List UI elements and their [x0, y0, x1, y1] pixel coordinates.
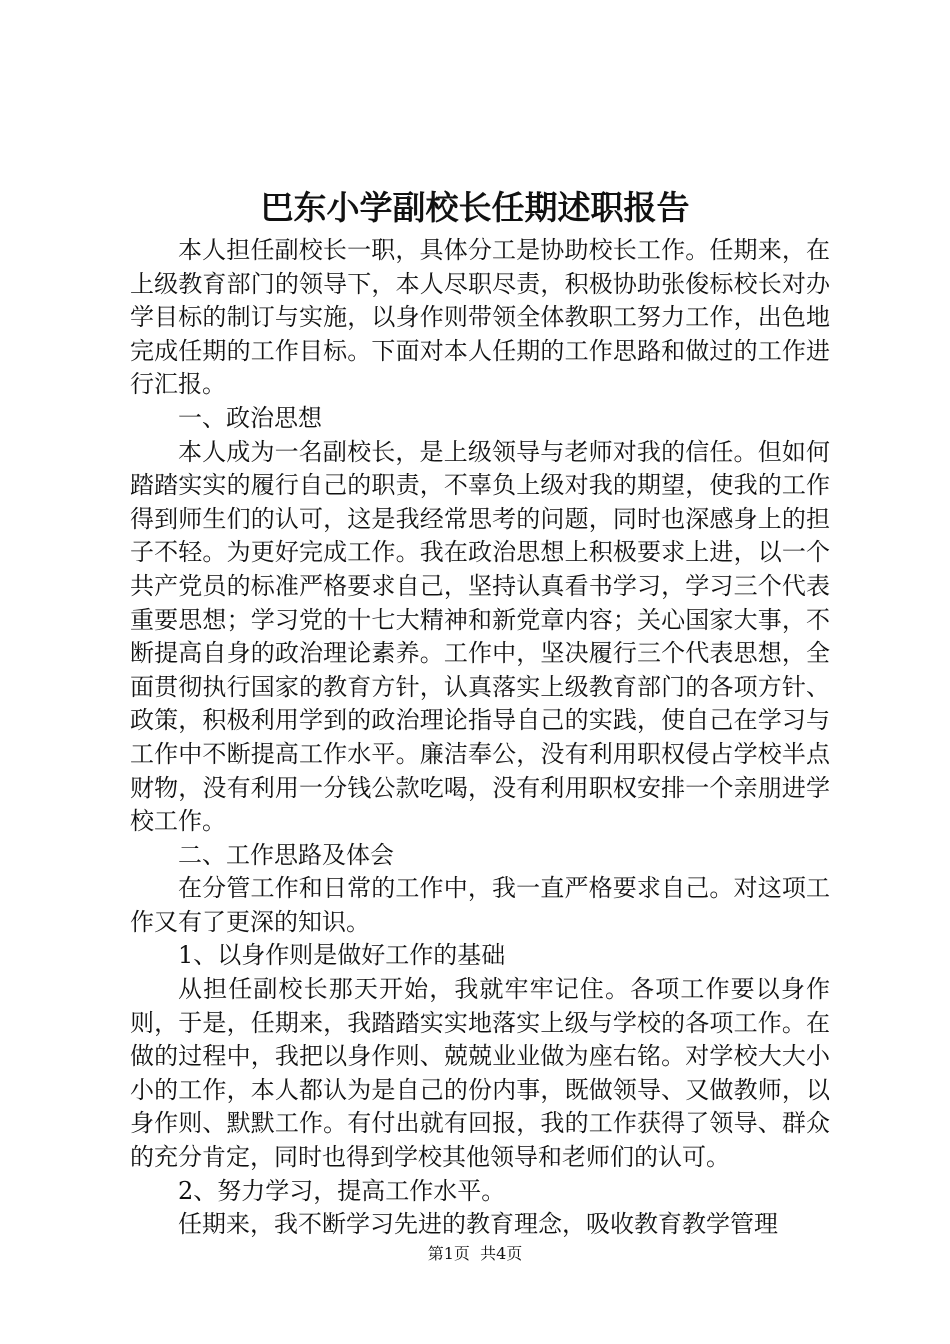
subheading-lead-by-example: 1、以身作则是做好工作的基础: [178, 941, 506, 970]
section-heading-political: 一、政治思想: [178, 403, 322, 432]
paragraph-lead-by-example: 从担任副校长那天开始，我就牢牢记住。各项工作要以身作则，于是，任期来，我踏踏实实地落实上级与学校的各项工作。在做的过程中，我把以身作则、兢兢业业做为座右铭。对学校大大小小的工作，本人都认为是自己的份内事，既做领导、又做教师，以身作则、默默工作。有付出就有回报，我的工作获得了领导、群众的充分肯定，同时也得到学校其他领导和老师们的认可。: [130, 975, 830, 1172]
section-heading-work: 二、工作思路及体会: [178, 840, 394, 869]
paragraph-political: 本人成为一名副校长，是上级领导与老师对我的信任。但如何踏踏实实的履行自己的职责，不辜负上级对我的期望，使我的工作得到师生们的认可，这是我经常思考的问题，同时也深感身上的担子不轻。为更好完成工作。我在政治思想上积极要求上进，以一个共产党员的标准严格要求自己，坚持认真看书学习，学习三个代表重要思想；学习党的十七大精神和新党章内容；关心国家大事，不断提高自身的政治理论素养。工作中，坚决履行三个代表思想，全面贯彻执行国家的教育方针，认真落实上级教育部门的各项方针、政策，积极利用学到的政治理论指导自己的实践，使自己在学习与工作中不断提高工作水平。廉洁奉公，没有利用职权侵占学校半点财物，没有利用一分钱公款吃喝，没有利用职权安排一个亲朋进学校工作。: [130, 437, 830, 836]
document-title: 巴东小学副校长任期述职报告: [260, 188, 690, 227]
paragraph-intro: 本人担任副校长一职，具体分工是协助校长工作。任期来，在上级教育部门的领导下，本人尽职尽责，积极协助张俊标校长对办学目标的制订与实施，以身作则带领全体教职工努力工作，出色地完成任期的工作目标。下面对本人任期的工作思路和做过的工作进行汇报。: [130, 236, 830, 399]
paragraph-work-intro: 在分管工作和日常的工作中，我一直严格要求自己。对这项工作又有了更深的知识。: [130, 874, 830, 936]
page-footer: [0, 1242, 950, 1266]
paragraph-study: 任期来，我不断学习先进的教育理念，吸收教育教学管理: [178, 1210, 778, 1239]
page-number: 第1页: [427, 1244, 470, 1263]
page-total: 共4页: [480, 1244, 523, 1263]
subheading-study: 2、努力学习，提高工作水平。: [178, 1176, 506, 1205]
document-body: [130, 234, 830, 1242]
